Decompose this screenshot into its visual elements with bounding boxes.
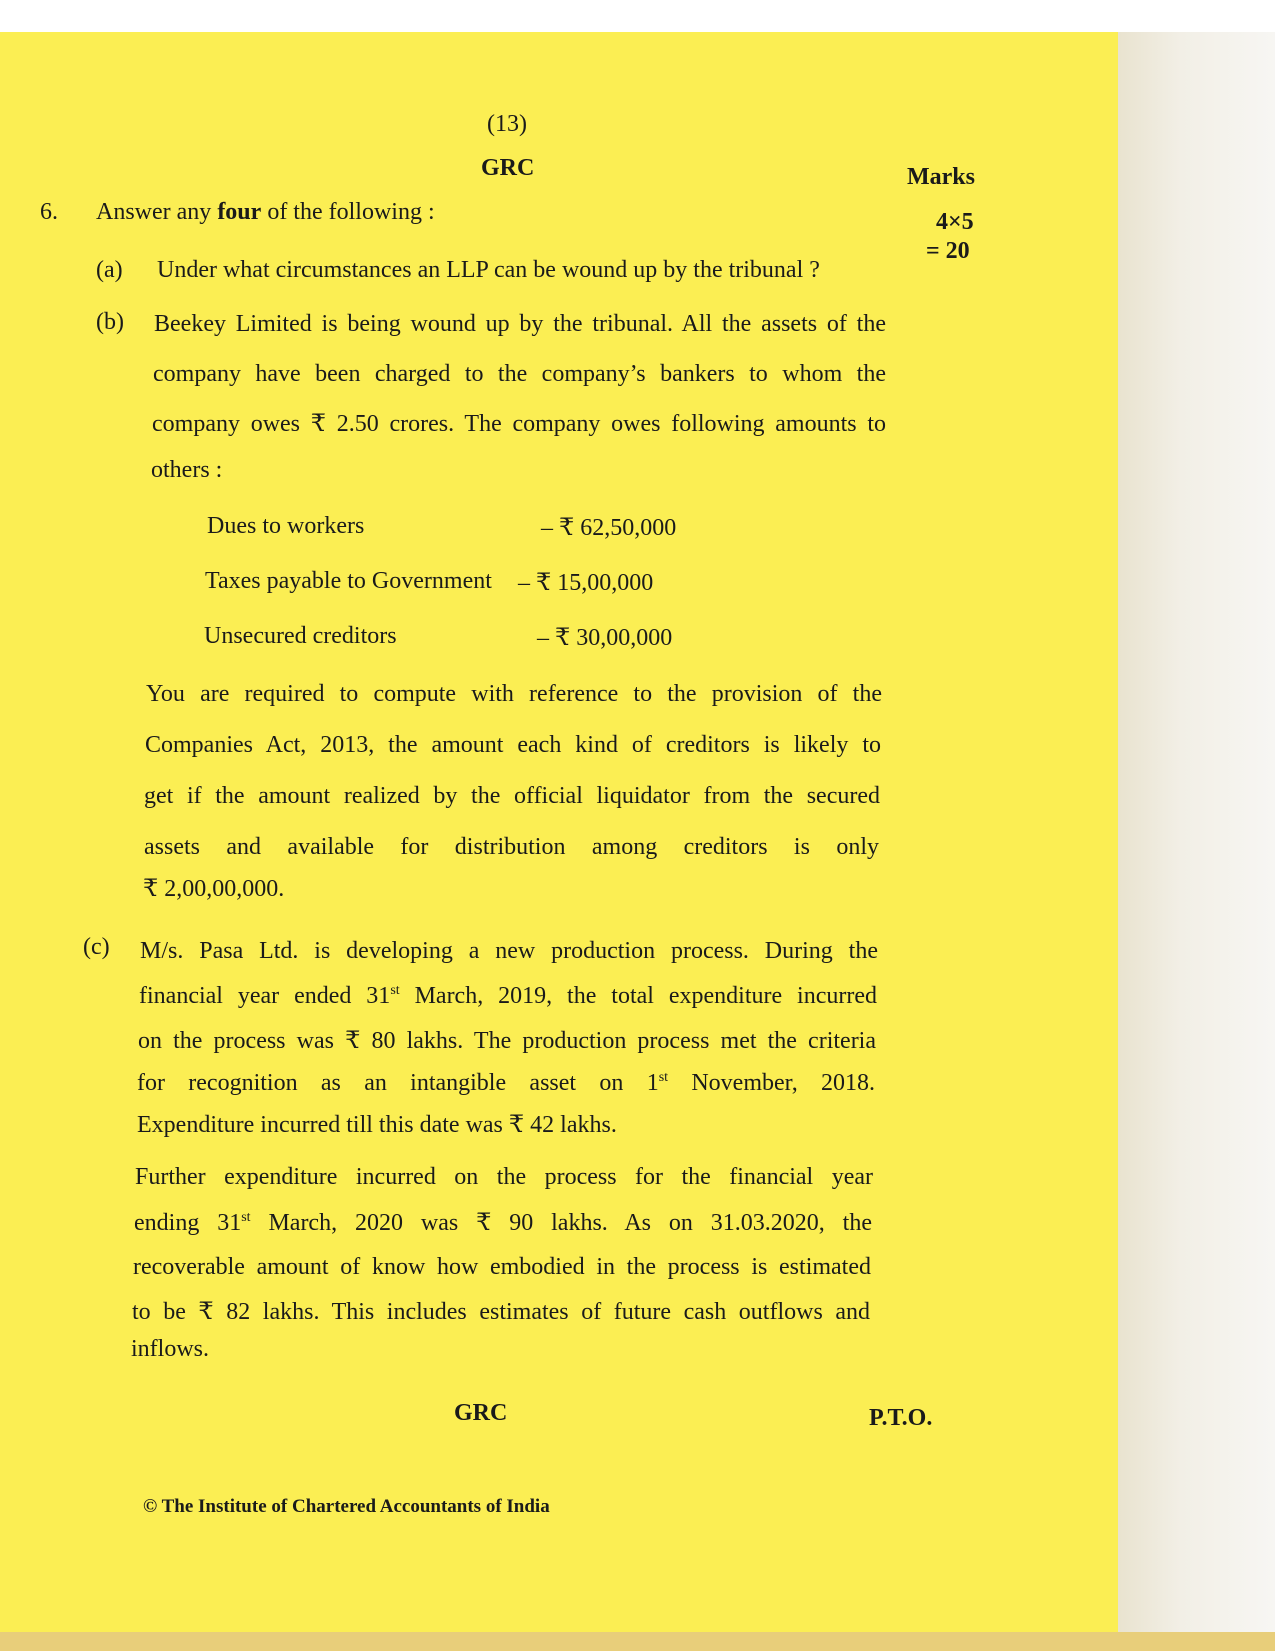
part-c-line: for recognition as an intangible asset on 1st November, 2018. [137,1070,875,1096]
part-c-line: to be ₹ 82 lakhs. This includes estimates of future cash outflows and [132,1299,870,1325]
dues-label: Taxes payable to Government [205,568,492,594]
part-c-line: inflows. [131,1336,209,1362]
marks-label: Marks [907,164,975,190]
page-bottom-edge [0,1632,1275,1651]
page-shadow-edge [1118,32,1275,1632]
question-instruction: Answer any four of the following : [96,199,435,225]
paper-code-header: GRC [481,155,535,181]
part-b-question-line: Companies Act, 2013, the amount each kind of creditors is likely to [145,732,881,758]
part-b-line: others : [151,457,223,483]
dues-amount: – ₹ 62,50,000 [541,515,677,541]
part-b-question-line: ₹ 2,00,00,000. [143,876,285,902]
part-c-line: ending 31st March, 2020 was ₹ 90 lakhs. As on 31.03.2020, the [134,1210,872,1236]
dues-amount: – ₹ 15,00,000 [518,570,654,596]
copyright-notice: © The Institute of Chartered Accountants of India [143,1496,550,1517]
dues-label: Dues to workers [207,513,365,539]
marks-allocation: 4×5 [936,209,974,235]
part-c-line: financial year ended 31st March, 2019, the total expenditure incurred [139,983,878,1009]
page-number: (13) [487,111,527,137]
page-turn-over: P.T.O. [869,1405,933,1431]
part-c-line: Further expenditure incurred on the process for the financial year [135,1164,873,1190]
dues-amount: – ₹ 30,00,000 [537,625,673,651]
part-b-question-line: You are required to compute with reference to the provision of the [146,681,882,707]
part-b-line: Beekey Limited is being wound up by the tribunal. All the assets of the [154,311,886,337]
part-b-label: (b) [96,309,124,335]
part-c-line: recoverable amount of know how embodied in the process is estimated [133,1254,871,1280]
part-b-question-line: assets and available for distribution among creditors is only [144,834,879,860]
part-c-line: on the process was ₹ 80 lakhs. The production process met the criteria [138,1028,876,1054]
part-c-label: (c) [83,934,110,960]
part-b-line: company owes ₹ 2.50 crores. The company owes following amounts to [152,411,886,437]
part-c-line: Expenditure incurred till this date was ₹ 42 lakhs. [137,1112,617,1138]
part-c-line: M/s. Pasa Ltd. is developing a new production process. During the [140,938,878,964]
part-b-line: company have been charged to the company’s bankers to whom the [153,361,886,387]
paper-code-footer: GRC [454,1400,508,1426]
marks-total: = 20 [926,238,970,264]
question-number: 6. [40,199,58,225]
part-a-label: (a) [96,257,123,283]
part-b-question-line: get if the amount realized by the official liquidator from the secured [144,783,880,809]
dues-label: Unsecured creditors [204,623,397,649]
part-a-text: Under what circumstances an LLP can be wound up by the tribunal ? [157,257,820,283]
